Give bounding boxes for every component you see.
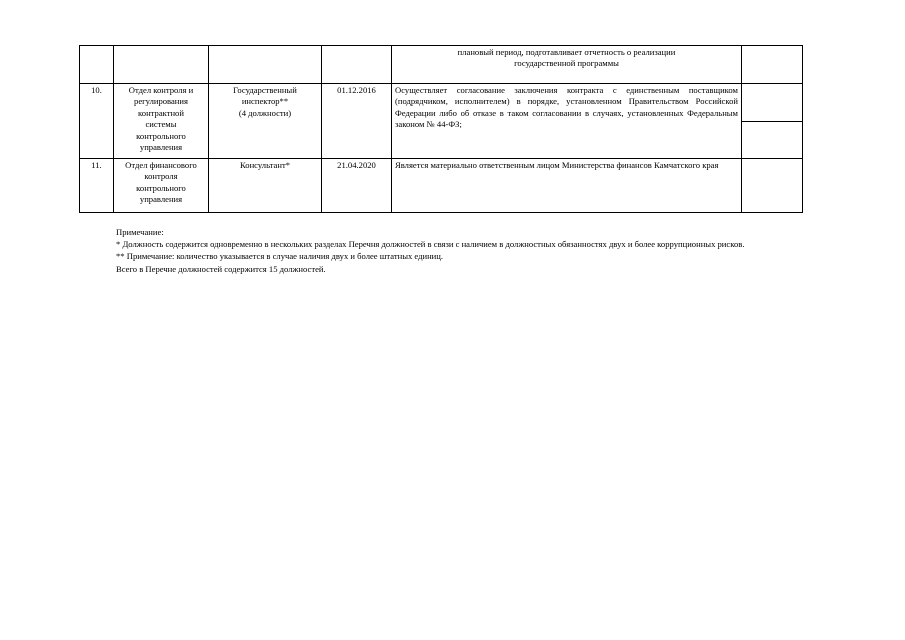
- dept-line: контрактной: [138, 107, 184, 118]
- cell-num: [80, 46, 114, 84]
- cell-date: [322, 46, 392, 84]
- note-double-asterisk: ** Примечание: количество указывается в случае наличия двух и более штатных единиц.: [116, 251, 444, 262]
- cell-position: [209, 46, 322, 84]
- cell-dept: [114, 159, 209, 213]
- cell-extra-top: [742, 84, 802, 122]
- cell-dept: [114, 84, 209, 159]
- table-row: [80, 84, 803, 159]
- cell-date: 01.12.2016: [322, 84, 392, 159]
- cell-num: 11.: [80, 159, 114, 213]
- table-row: [80, 46, 803, 84]
- dept-line: управления: [139, 142, 183, 153]
- total-positions: Всего в Перечне должностей содержится 15 должностей.: [116, 263, 326, 274]
- position-line: (4 должности): [238, 107, 292, 118]
- dept-line: Отдел контроля и: [128, 85, 194, 95]
- dept-line: контрольного: [136, 130, 186, 141]
- dept-line: Отдел финансового: [125, 160, 197, 170]
- cell-extra-bottom: [742, 122, 802, 158]
- cell-description: Является материально ответственным лицом Министерства финансов Камчатского края: [392, 159, 742, 213]
- position-line: Консультант*: [239, 160, 291, 170]
- notes-block: [79, 226, 803, 275]
- position-line: инспектор**: [241, 96, 289, 107]
- notes-heading: Примечание:: [116, 227, 164, 237]
- cell-position: [209, 159, 322, 213]
- cell-dept: [114, 46, 209, 84]
- table-row: [80, 159, 803, 213]
- dept-line: регулирования: [134, 96, 188, 107]
- dept-line: контрольного: [136, 182, 186, 193]
- cell-extra: [742, 46, 803, 84]
- cell-position: [209, 84, 322, 159]
- description-line: плановый период, подготавливает отчетность о реализации: [457, 47, 676, 57]
- note-single-asterisk: * Должность содержится одновременно в нескольких разделах Перечня должностей в связи с наличием в должностных обязанностях двух и более коррупционных рисков.: [116, 239, 745, 250]
- cell-description: Осуществляет согласование заключения контракта с единственным поставщиком (подрядчиком, исполнителем) в порядке, установленном Правительством Российской Федерации либо об отказе в таком согласовании в случаях, установленных Федеральным законом № 44-ФЗ;: [392, 84, 742, 159]
- positions-table: [79, 45, 803, 213]
- cell-date: 21.04.2020: [322, 159, 392, 213]
- cell-num: 10.: [80, 84, 114, 159]
- description-line: государственной программы: [514, 58, 619, 69]
- position-line: Государственный: [233, 85, 297, 95]
- dept-line: управления: [139, 194, 183, 205]
- cell-description: [392, 46, 742, 84]
- cell-extra: [742, 159, 803, 213]
- dept-line: системы: [145, 119, 177, 130]
- cell-extra-split: [742, 84, 803, 159]
- dept-line: контроля: [144, 171, 178, 182]
